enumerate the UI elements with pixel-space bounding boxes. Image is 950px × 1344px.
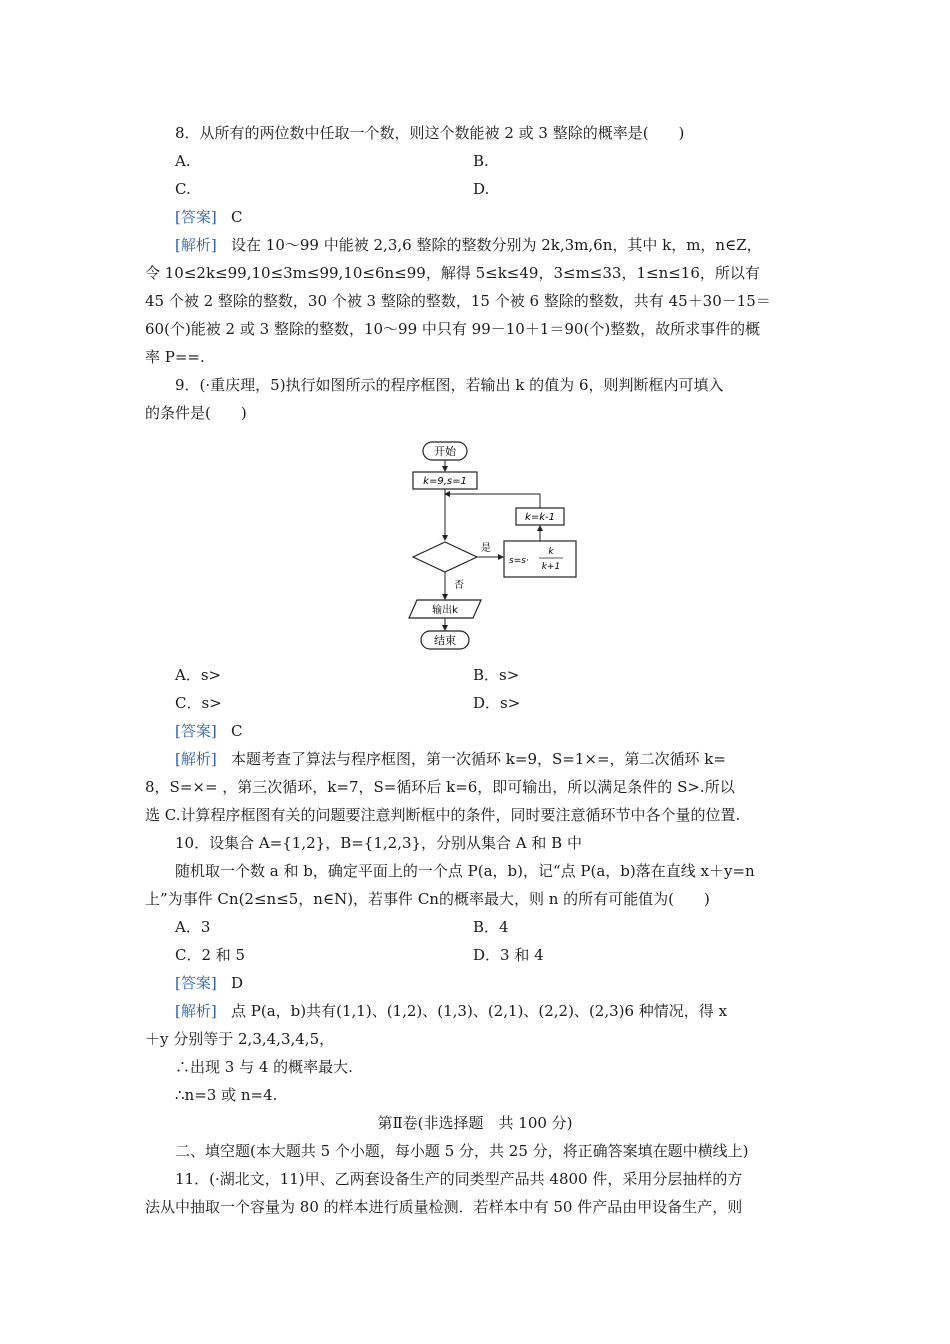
flow-yes-label: 是	[481, 543, 491, 554]
q8-stem: 8．从所有的两位数中任取一个数，则这个数能被 2 或 3 整除的概率是( )	[175, 124, 685, 142]
flow-start-label: 开始	[434, 445, 456, 458]
q9-analysis-line: 8，S=×= ，第三次循环，k=7，S=循环后 k=6，即可输出，所以满足条件的 S>.所以	[145, 778, 735, 796]
analysis-tag: [解析]	[175, 750, 217, 768]
answer-tag: [答案]	[175, 208, 217, 226]
q11-stem: 11．(·湖北文，11)甲、乙两套设备生产的同类型产品共 4800 件，采用分层抽样的方	[175, 1170, 743, 1188]
q8-analysis-line: 60(个)能被 2 或 3 整除的整数，10～99 中只有 99－10＋1＝90(个)整数，故所求事件的概	[145, 320, 761, 338]
analysis-tag: [解析]	[175, 236, 217, 254]
q10-stem: 上”为事件 Cn(2≤n≤5，n∈N)，若事件 Cn的概率最大，则 n 的所有可能值为( )	[145, 890, 710, 908]
flow-end-label: 结束	[434, 634, 456, 647]
q10-analysis-line: ＋y 分别等于 2,3,4,3,4,5，	[145, 1030, 335, 1048]
q10-analysis-line	[175, 1001, 727, 1021]
analysis-text: 设在 10～99 中能被 2,3,6 整除的整数分别为 2k,3m,6n，其中 k，m，n∈Z，	[231, 236, 762, 254]
q10-stem: 随机取一个数 a 和 b，确定平面上的一个点 P(a，b)，记“点 P(a，b)落在直线 x＋y=n	[175, 862, 755, 880]
q9-stem: 9．(·重庆理，5)执行如图所示的程序框图，若输出 k 的值为 6，则判断框内可填入	[175, 376, 724, 394]
flow-init-label: k=9,s=1	[423, 476, 467, 487]
q9-answer	[175, 721, 243, 741]
q8-option-a: A.	[175, 152, 191, 170]
analysis-tag: [解析]	[175, 1002, 217, 1020]
flow-no-label: 否	[454, 580, 464, 591]
flow-update-s-label: s=s·	[509, 556, 529, 566]
q8-analysis-line	[175, 235, 762, 255]
flow-update-k-label: k=k-1	[525, 512, 555, 523]
q10-analysis-line: ∴n=3 或 n=4.	[175, 1086, 278, 1104]
q10-option-c: C．2 和 5	[175, 946, 246, 964]
flowchart	[395, 436, 595, 656]
q8-option-c: C.	[175, 180, 191, 198]
q10-option-d: D．3 和 4	[473, 946, 544, 964]
q8-analysis-line: 率 P==.	[145, 348, 205, 366]
q9-option-c: C．s>	[175, 694, 222, 712]
q10-analysis-line: ∴出现 3 与 4 的概率最大.	[175, 1058, 353, 1076]
q9-stem: 的条件是( )	[145, 404, 247, 422]
q8-option-d: D.	[473, 180, 490, 198]
analysis-text: 本题考查了算法与程序框图，第一次循环 k=9，S=1×=，第二次循环 k=	[231, 750, 726, 768]
q10-option-b: B．4	[473, 918, 509, 936]
q9-analysis-line: 选 C.计算程序框图有关的问题要注意判断框中的条件，同时要注意循环节中各个量的位置.	[145, 806, 741, 824]
q8-option-b: B.	[473, 152, 489, 170]
answer-value: C	[231, 208, 243, 226]
q9-analysis-line	[175, 749, 726, 769]
q9-option-d: D．s>	[473, 694, 521, 712]
q9-option-a: A．s>	[175, 666, 222, 684]
section-title: 第Ⅱ卷(非选择题 共 100 分)	[377, 1114, 573, 1132]
flow-output-label: 输出k	[432, 605, 458, 616]
q9-option-b: B．s>	[473, 666, 520, 684]
q10-answer	[175, 973, 243, 993]
q10-stem: 10．设集合 A={1,2}，B={1,2,3}，分别从集合 A 和 B 中	[175, 834, 582, 852]
answer-tag: [答案]	[175, 974, 217, 992]
flow-decision-diamond	[413, 542, 477, 572]
q11-stem: 法从中抽取一个容量为 80 的样本进行质量检测．若样本中有 50 件产品由甲设备生产，则	[145, 1198, 743, 1216]
q10-option-a: A．3	[175, 918, 211, 936]
answer-value: D	[231, 974, 244, 992]
q8-analysis-line: 令 10≤2k≤99,10≤3m≤99,10≤6n≤99，解得 5≤k≤49，3≤m≤33，1≤n≤16，所以有	[145, 264, 760, 282]
analysis-text: 点 P(a，b)共有(1,1)、(1,2)、(1,3)、(2,1)、(2,2)、(2,3)6 种情况，得 x	[231, 1002, 728, 1020]
flow-frac-num: k	[548, 547, 554, 557]
q8-answer	[175, 207, 243, 227]
flow-frac-den: k+1	[541, 562, 561, 572]
section-part-heading: 二、填空题(本大题共 5 个小题，每小题 5 分，共 25 分，将正确答案填在题中横线上)	[175, 1142, 749, 1160]
q8-analysis-line: 45 个被 2 整除的整数，30 个被 3 整除的整数，15 个被 6 整除的整数，共有 45＋30－15＝	[145, 292, 771, 310]
answer-value: C	[231, 722, 243, 740]
answer-tag: [答案]	[175, 722, 217, 740]
